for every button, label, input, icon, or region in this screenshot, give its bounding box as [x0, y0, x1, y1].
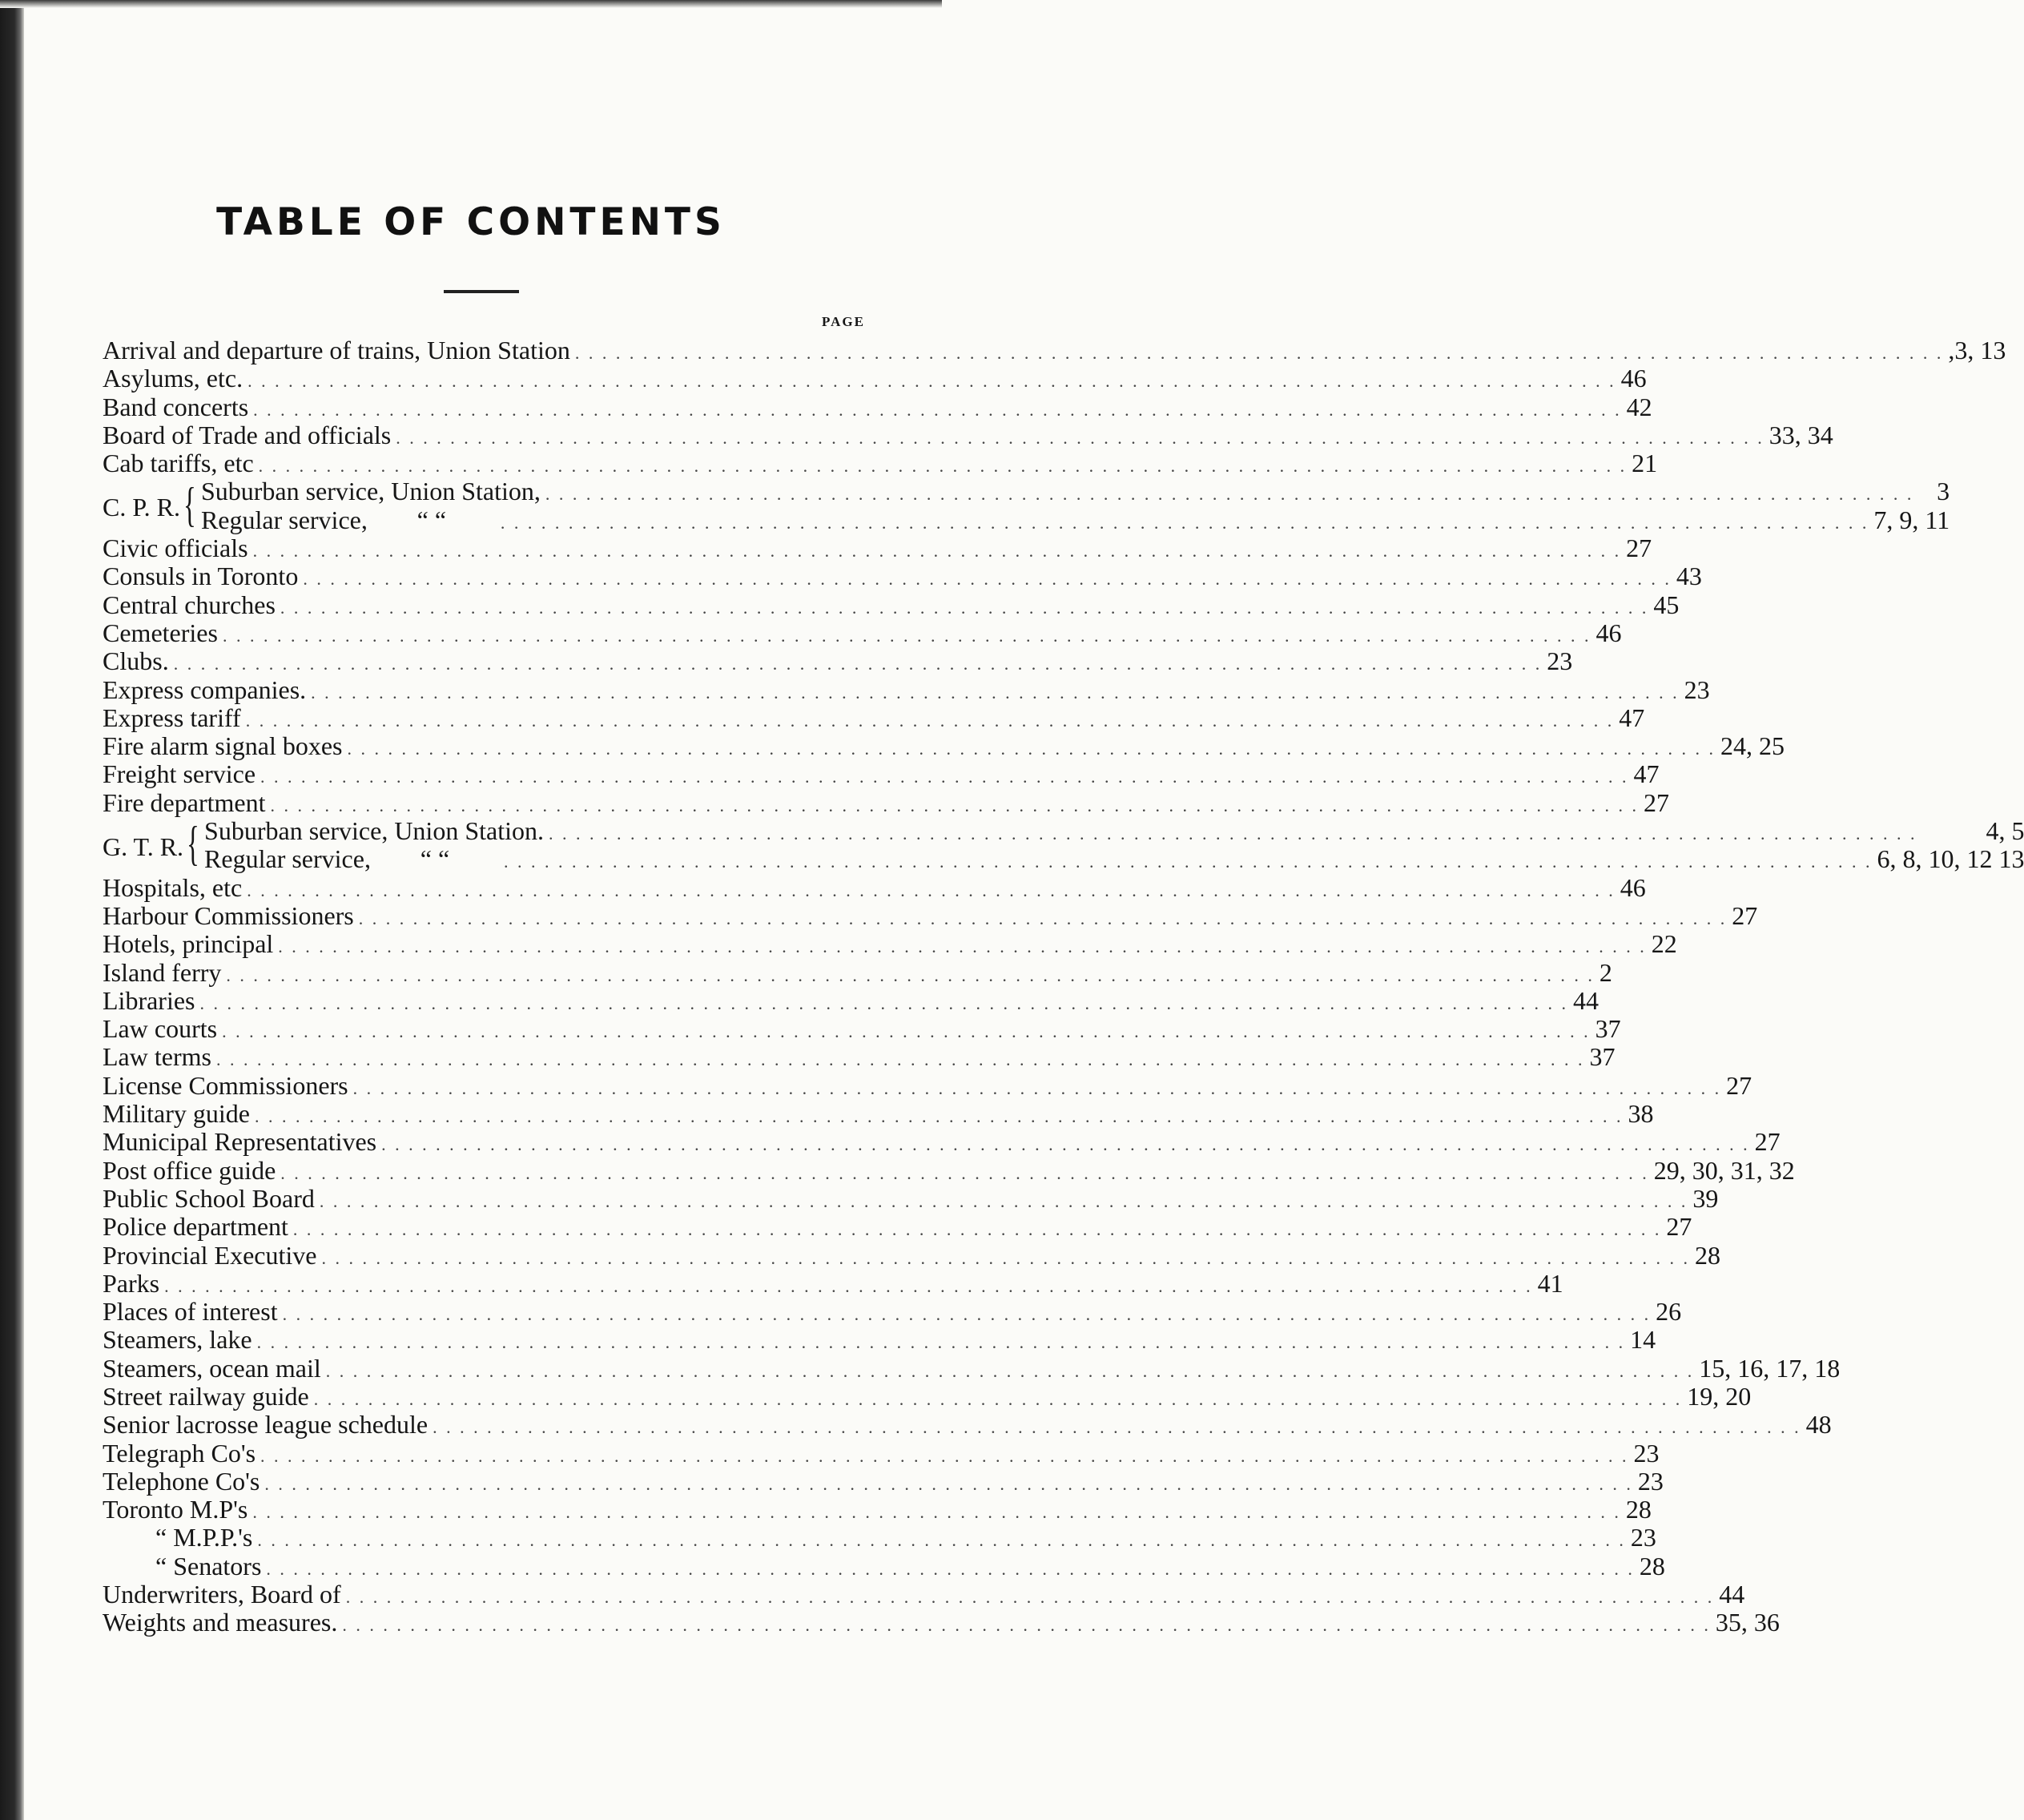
leader-dots: [200, 989, 1569, 1017]
toc-entry-title: Steamers, ocean mail: [103, 1353, 321, 1383]
cpr-group: [103, 477, 1950, 534]
leader-dots: [381, 1130, 1750, 1158]
toc-entry-title: “ Senators: [155, 1551, 262, 1580]
toc-entry: [103, 1495, 1652, 1524]
toc-entry-title: Hospitals, etc: [103, 872, 243, 902]
toc-entry-pages: 37: [1589, 1042, 1616, 1072]
gtr-lines: [204, 817, 2024, 874]
leader-dots: [247, 367, 1616, 395]
leader-dots: [504, 848, 1873, 876]
toc-entry-title: Telephone Co's: [103, 1466, 260, 1496]
toc-entry: [103, 787, 1669, 817]
ditto-marks: “ “: [416, 505, 447, 534]
toc-entry-title: Consuls in Toronto: [103, 562, 299, 591]
toc-entry: [103, 1070, 1752, 1100]
toc-entry-pages: 42: [1626, 392, 1652, 421]
toc-entry: [103, 1608, 1780, 1637]
leader-dots: [226, 961, 1595, 989]
leader-dots: [353, 1074, 1722, 1102]
leader-dots: [174, 650, 1543, 678]
toc-entry: [204, 817, 2024, 845]
leader-dots: [164, 1272, 1533, 1300]
toc-entry-title: Places of interest: [103, 1297, 278, 1327]
toc-entry-title: Arrival and departure of trains, Union Station: [103, 336, 570, 364]
toc-entry-pages: 4, 5: [1986, 816, 2024, 846]
toc-entry-title: Underwriters, Board of: [103, 1580, 341, 1609]
toc-entry-pages: 27: [1666, 1212, 1692, 1242]
leader-dots: [270, 791, 1639, 819]
toc-entry-title: Cab tariffs, etc: [103, 449, 254, 478]
leader-dots: [222, 1017, 1591, 1045]
leader-dots: [259, 452, 1628, 480]
toc-entry-pages: 15, 16, 17, 18: [1699, 1353, 1841, 1383]
toc-entry-title: Civic officials: [103, 534, 248, 563]
toc-entry: [103, 985, 1599, 1015]
toc-entry-title: Police department: [103, 1212, 288, 1242]
toc-entry-pages: 44: [1573, 985, 1599, 1015]
toc-entry-pages: 14: [1630, 1325, 1656, 1355]
toc-entry-title: Express tariff: [103, 703, 241, 732]
toc-entry-pages: 35, 36: [1715, 1608, 1780, 1637]
leader-dots: [359, 904, 1728, 932]
toc-entry-title: Toronto M.P's: [103, 1495, 248, 1524]
toc-entry: [103, 1268, 1563, 1298]
leader-dots: [260, 1442, 1629, 1470]
leader-dots: [246, 707, 1615, 735]
toc-entry: [103, 1014, 1621, 1044]
leader-dots: [278, 932, 1647, 960]
toc-entry-title: Regular service,: [204, 844, 371, 874]
toc-entry: [201, 477, 1950, 505]
cpr-abbreviation: C. P. R.: [103, 493, 180, 522]
toc-entry: [103, 1438, 1660, 1468]
page-column-heading: PAGE: [822, 314, 865, 329]
cpr-lines: [201, 477, 1950, 534]
gtr-group: [103, 816, 2024, 874]
toc-entry-title: Hotels, principal: [103, 929, 274, 959]
toc-entry-title: Express companies.: [103, 674, 307, 704]
leader-dots: [253, 396, 1622, 424]
toc-entry: [103, 957, 1612, 987]
toc-entry: [103, 364, 1647, 393]
toc-entry-pages: 29, 30, 31, 32: [1653, 1155, 1795, 1185]
toc-entry: [103, 731, 1785, 761]
leader-dots: [346, 1583, 1715, 1611]
toc-entry-title: License Commissioners: [103, 1070, 348, 1100]
toc-entry: [201, 506, 1950, 534]
toc-entry-title: Steamers, lake: [103, 1325, 252, 1355]
toc-entry-pages: 28: [1625, 1495, 1652, 1524]
toc-entry-pages: 44: [1719, 1580, 1745, 1609]
toc-entry: [103, 1325, 1656, 1355]
toc-entry: [103, 562, 1702, 591]
toc-entry: [103, 703, 1645, 732]
toc-entry-title: Suburban service, Union Station,: [200, 477, 541, 506]
toc-entry-title: “ M.P.P.'s: [155, 1523, 253, 1552]
toc-entry-pages: 46: [1620, 872, 1646, 902]
leader-dots: [252, 1498, 1621, 1526]
leader-dots: [223, 622, 1591, 650]
toc-entry-title: Military guide: [103, 1099, 250, 1129]
toc-entry-pages: 23: [1637, 1466, 1664, 1496]
leader-dots: [280, 1159, 1649, 1187]
leader-dots: [293, 1215, 1662, 1243]
toc-entry-title: Street railway guide: [103, 1381, 309, 1411]
toc-entry-title: Cemeteries: [103, 618, 218, 647]
toc-entry-title: Post office guide: [103, 1155, 276, 1185]
leader-dots: [311, 678, 1680, 707]
toc-entry-pages: 41: [1537, 1268, 1563, 1298]
toc-entry-pages: 23: [1633, 1438, 1660, 1468]
leader-dots: [283, 1300, 1652, 1328]
toc-entry-title: Libraries: [103, 985, 195, 1015]
toc-entry: [103, 759, 1660, 789]
toc-entry-pages: 38: [1628, 1099, 1654, 1129]
ditto-marks: “ “: [420, 844, 450, 874]
toc-entry-title: Provincial Executive: [103, 1240, 317, 1270]
leader-dots: [321, 1244, 1690, 1272]
toc-entry-title: Law terms: [103, 1042, 211, 1072]
toc-entry-title: Freight service: [103, 759, 256, 789]
toc-entry-title: Clubs.: [103, 646, 169, 676]
toc-entry: [103, 900, 1758, 930]
toc-entry-title: Municipal Representatives: [103, 1127, 377, 1157]
brace-mark: {: [187, 817, 199, 871]
toc-entry-pages: 22: [1651, 929, 1677, 959]
toc-entry: [103, 646, 1573, 676]
toc-entry-pages: 48: [1805, 1410, 1832, 1439]
toc-entry-pages: 24, 25: [1720, 731, 1785, 761]
leader-dots: [326, 1357, 1695, 1385]
toc-entry-title: Public School Board: [103, 1183, 315, 1213]
leader-dots: [347, 735, 1716, 763]
toc-entry-pages: 46: [1620, 364, 1647, 393]
leader-dots: [433, 1413, 1801, 1441]
leader-dots: [575, 339, 1944, 367]
toc-entry-title: Regular service,: [200, 505, 368, 534]
leader-dots: [253, 537, 1622, 565]
toc-entry: [103, 1099, 1654, 1129]
toc-entry-pages: 2: [1599, 957, 1612, 987]
toc-entry-pages: 37: [1595, 1014, 1621, 1044]
toc-entry-pages: 23: [1630, 1523, 1656, 1552]
toc-entry-pages: 28: [1694, 1240, 1720, 1270]
toc-entry: [103, 1381, 1752, 1411]
toc-entry-title: Asylums, etc.: [103, 364, 243, 393]
toc-entry-pages: 23: [1684, 674, 1710, 704]
toc-entry-pages: 21: [1632, 449, 1658, 478]
toc-entry-title: Band concerts: [103, 392, 249, 421]
toc-entry-pages: 26: [1656, 1297, 1682, 1327]
toc-entry: [103, 618, 1622, 647]
toc-entry: [103, 336, 2006, 364]
leader-dots: [247, 876, 1616, 904]
toc-entry-title: Island ferry: [103, 957, 222, 987]
toc-entry-pages: 6, 8, 10, 12 13: [1877, 844, 2024, 874]
toc-entry-title: Parks: [103, 1268, 160, 1298]
toc-entry-title: Law courts: [103, 1014, 218, 1044]
toc-entry: [103, 449, 1658, 478]
toc-entry: [103, 872, 1646, 902]
toc-entry: [103, 1353, 1841, 1383]
toc-entry-pages: 45: [1653, 590, 1680, 619]
leader-dots: [216, 1045, 1585, 1073]
toc-entry-pages: 3: [1937, 477, 1950, 506]
toc-entry-pages: 7, 9, 11: [1873, 505, 1950, 534]
toc-entry-pages: 47: [1633, 759, 1660, 789]
toc-entry-pages: ,3, 13: [1948, 336, 2006, 364]
brace-mark: {: [183, 477, 196, 531]
toc-entry: [103, 1212, 1692, 1242]
toc-entry: [103, 590, 1680, 619]
toc-entry-pages: 27: [1732, 900, 1758, 930]
gtr-abbreviation: G. T. R.: [103, 831, 184, 861]
title-rule: [444, 290, 519, 293]
toc-entry-pages: 43: [1676, 562, 1702, 591]
toc-entry: [103, 1551, 1665, 1580]
toc-entry: [103, 1580, 1745, 1609]
toc-entry: [103, 1183, 1719, 1213]
toc-entry-pages: 27: [1726, 1070, 1752, 1100]
toc-entry: [103, 1410, 1832, 1439]
toc-entry: [103, 929, 1677, 959]
leader-dots: [396, 424, 1764, 452]
toc-entry-pages: 46: [1595, 618, 1622, 647]
leader-dots: [303, 565, 1672, 593]
toc-entry-title: Telegraph Co's: [103, 1438, 256, 1468]
leader-dots: [257, 1328, 1626, 1356]
toc-entry: [103, 1155, 1795, 1185]
toc-entry: [103, 534, 1652, 563]
toc-entry-pages: 39: [1692, 1183, 1719, 1213]
page-title: TABLE OF CONTENTS: [216, 200, 726, 244]
leader-dots: [314, 1385, 1683, 1413]
toc-entry: [103, 1466, 1664, 1496]
toc-entry-pages: 28: [1639, 1551, 1665, 1580]
leader-dots: [320, 1187, 1688, 1215]
leader-dots: [264, 1470, 1633, 1498]
toc-entry: [204, 845, 2024, 873]
leader-dots: [549, 819, 1981, 848]
contents-list: [103, 336, 2024, 1637]
toc-entry: [103, 420, 1833, 449]
toc-entry-pages: 27: [1626, 534, 1652, 563]
leader-dots: [280, 594, 1649, 622]
toc-entry: [103, 392, 1652, 421]
toc-entry: [103, 1523, 1656, 1552]
toc-entry-pages: 27: [1754, 1127, 1781, 1157]
toc-entry-pages: 27: [1643, 787, 1669, 817]
toc-entry-title: Fire alarm signal boxes: [103, 731, 343, 761]
toc-entry-title: Suburban service, Union Station.: [204, 816, 544, 846]
toc-entry: [103, 1240, 1720, 1270]
leader-dots: [255, 1102, 1624, 1130]
toc-entry: [103, 674, 1710, 704]
toc-entry-title: Weights and measures.: [103, 1608, 338, 1637]
toc-entry-title: Board of Trade and officials: [103, 420, 392, 449]
toc-entry: [103, 1042, 1616, 1072]
leader-dots: [257, 1526, 1626, 1554]
toc-entry-pages: 19, 20: [1687, 1381, 1752, 1411]
toc-entry-pages: 33, 34: [1768, 420, 1833, 449]
leader-dots: [545, 480, 1932, 508]
toc-entry-title: Senior lacrosse league schedule: [103, 1410, 429, 1439]
toc-entry-pages: 23: [1547, 646, 1573, 676]
toc-entry-title: Central churches: [103, 590, 276, 619]
toc-entry: [103, 1127, 1781, 1157]
toc-entry: [103, 1297, 1682, 1327]
leader-dots: [342, 1611, 1711, 1639]
toc-entry-title: Harbour Commissioners: [103, 900, 354, 930]
leader-dots: [266, 1555, 1635, 1583]
toc-entry-pages: 47: [1619, 703, 1645, 732]
toc-entry-title: Fire department: [103, 787, 266, 817]
leader-dots: [260, 763, 1629, 791]
leader-dots: [501, 509, 1869, 537]
